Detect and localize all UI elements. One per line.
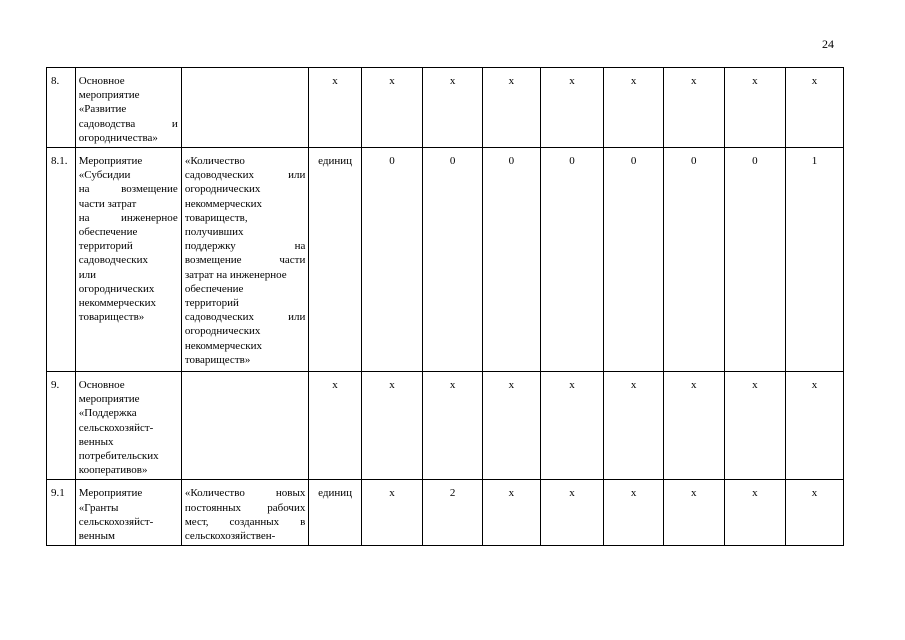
measures-table — [46, 67, 905, 546]
text-line: Основное — [78, 75, 125, 87]
text-line: огороднических — [184, 183, 261, 196]
value-cell: 0 — [423, 148, 483, 372]
text-line: садоводческих или — [184, 169, 306, 182]
value-cell: x — [786, 480, 844, 546]
text-line: затрат на инженерное — [184, 268, 287, 281]
text-line: мест, созданных в — [184, 515, 306, 528]
text-line: товариществ» — [78, 311, 145, 324]
value-cell: x — [540, 68, 603, 148]
text-line: территорий — [184, 297, 239, 310]
text-line: товариществ, — [184, 211, 248, 224]
unit-cell: единиц — [309, 148, 361, 372]
value-cell: x — [604, 68, 664, 148]
text-line: обеспечение — [184, 282, 244, 295]
text-line: «Гранты — [78, 501, 119, 514]
text-line: мероприятие — [78, 393, 140, 406]
text-line: сельскохозяйствен- — [184, 530, 276, 543]
text-line: садоводческих или — [184, 311, 306, 324]
row-number: 9.1 — [47, 480, 76, 546]
text-line: Мероприятие — [78, 487, 143, 500]
indicator-name — [181, 480, 309, 546]
value-cell: x — [663, 68, 724, 148]
value-cell: x — [724, 68, 786, 148]
unit-cell: x — [309, 68, 361, 148]
unit-cell: x — [309, 372, 361, 480]
text-line: огороднических — [78, 282, 155, 295]
text-line: сельскохозяйст- — [78, 515, 154, 528]
text-line: получивших — [184, 226, 244, 239]
text-line: на возмещение — [78, 183, 178, 196]
text-line: мероприятие — [78, 89, 140, 102]
indicator-name — [181, 372, 309, 480]
table-row — [47, 148, 905, 372]
measure-name — [75, 68, 181, 148]
row-number: 8.1. — [47, 148, 76, 372]
value-cell: x — [604, 372, 664, 480]
text-line: сельскохозяйст- — [78, 421, 154, 434]
value-cell: 0 — [540, 148, 603, 372]
text-line: садоводства и — [78, 117, 178, 130]
value-cell: x — [483, 68, 541, 148]
table-row — [47, 480, 905, 546]
value-cell: 0 — [483, 148, 541, 372]
text-line: товариществ» — [184, 353, 251, 366]
table-row — [47, 68, 905, 148]
measure-name — [75, 148, 181, 372]
value-cell: 1 — [786, 148, 844, 372]
text-line: постоянных рабочих — [184, 501, 306, 514]
value-cell: 0 — [361, 148, 423, 372]
text-line: «Субсидии — [78, 169, 131, 182]
value-cell: 0 — [604, 148, 664, 372]
text-line: некоммерческих — [184, 197, 263, 210]
text-line: части затрат — [78, 197, 137, 210]
value-cell: x — [786, 372, 844, 480]
value-cell: x — [483, 372, 541, 480]
text-line: «Поддержка — [78, 407, 137, 420]
value-cell: x — [361, 372, 423, 480]
measure-name — [75, 480, 181, 546]
text-line: огородничества» — [78, 131, 158, 144]
text-line: территорий — [78, 240, 133, 253]
text-line: возмещение части — [184, 254, 306, 267]
value-cell: x — [604, 480, 664, 546]
value-cell: x — [663, 480, 724, 546]
row-number: 8. — [47, 68, 76, 148]
text-line: потребительских — [78, 450, 159, 463]
row-number: 9. — [47, 372, 76, 480]
text-line: кооперативов» — [78, 464, 148, 477]
value-cell: x — [483, 480, 541, 546]
value-cell: 2 — [423, 480, 483, 546]
value-cell: x — [786, 68, 844, 148]
value-cell: x — [724, 372, 786, 480]
text-line: «Количество новых — [184, 487, 306, 500]
value-cell: 0 — [724, 148, 786, 372]
text-line: поддержку на — [184, 240, 306, 253]
text-line: «Количество — [184, 155, 245, 168]
text-line: некоммерческих — [78, 297, 156, 310]
value-cell: x — [724, 480, 786, 546]
text-line: обеспечение — [78, 226, 138, 239]
indicator-name — [181, 68, 309, 148]
value-cell: x — [361, 68, 423, 148]
value-cell: x — [361, 480, 423, 546]
text-line: Основное — [78, 379, 125, 392]
text-line: венных — [78, 435, 114, 448]
text-line: Мероприятие — [78, 155, 143, 168]
text-line: огороднических — [184, 325, 261, 338]
value-cell: x — [540, 372, 603, 480]
value-cell: x — [423, 372, 483, 480]
value-cell: x — [663, 372, 724, 480]
text-line: некоммерческих — [184, 339, 263, 352]
page-number: 24 — [822, 37, 834, 51]
measure-name — [75, 372, 181, 480]
table-row — [47, 372, 905, 480]
text-line: садоводческих — [78, 254, 148, 267]
value-cell: x — [423, 68, 483, 148]
value-cell: 0 — [663, 148, 724, 372]
unit-cell: единиц — [309, 480, 361, 546]
text-line: венным — [78, 530, 115, 543]
text-line: «Развитие — [78, 103, 127, 116]
text-line: на инженерное — [78, 211, 178, 224]
text-line: или — [78, 268, 97, 281]
indicator-name — [181, 148, 309, 372]
value-cell: x — [540, 480, 603, 546]
